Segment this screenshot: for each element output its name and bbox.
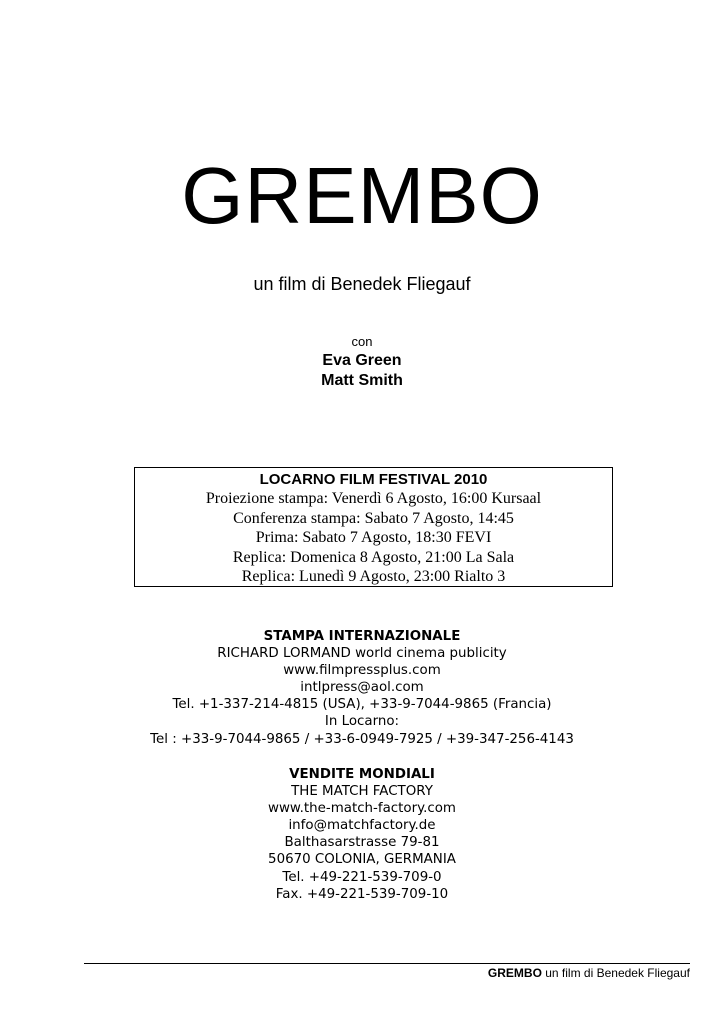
- cast-list: [0, 351, 724, 391]
- festival-line: Prima: Sabato 7 Agosto, 18:30 FEVI: [255, 529, 492, 547]
- sales-line: www.the-match-factory.com: [268, 801, 456, 817]
- festival-line: Replica: Lunedì 9 Agosto, 23:00 Rialto 3: [241, 568, 506, 586]
- sales-line: info@matchfactory.de: [288, 818, 436, 834]
- sales-contact-block: [0, 766, 724, 903]
- festival-line: Proiezione stampa: Venerdì 6 Agosto, 16:00 Kursaal: [205, 490, 542, 507]
- press-line: Tel. +1-337-214-4815 (USA), +33-9-7044-9865 (Francia): [172, 697, 552, 713]
- document-title: GREMBO: [181, 151, 543, 240]
- festival-schedule-box: [134, 467, 613, 587]
- festival-line: Conferenza stampa: Sabato 7 Agosto, 14:45: [233, 509, 514, 527]
- sales-line: THE MATCH FACTORY: [291, 784, 433, 800]
- sales-line: Fax. +49-221-539-709-10: [275, 886, 449, 902]
- press-heading: STAMPA INTERNAZIONALE: [263, 629, 461, 644]
- cast-label: con: [351, 334, 373, 349]
- press-line: intlpress@aol.com: [300, 680, 424, 696]
- footer-text: un film di Benedek Fliegauf: [541, 966, 690, 980]
- cast-actor: Matt Smith: [321, 372, 403, 389]
- cast-actor: Eva Green: [322, 352, 402, 369]
- sales-heading: VENDITE MONDIALI: [289, 767, 435, 782]
- footer-title: GREMBO: [487, 966, 542, 980]
- sales-line: Tel. +49-221-539-709-0: [282, 869, 442, 885]
- page-footer: [488, 966, 690, 980]
- press-line: RICHARD LORMAND world cinema publicity: [217, 646, 507, 662]
- press-line: www.filmpressplus.com: [283, 663, 441, 679]
- press-line: In Locarno:: [324, 714, 400, 730]
- sales-line: 50670 COLONIA, GERMANIA: [268, 852, 456, 868]
- festival-title: LOCARNO FILM FESTIVAL 2010: [259, 471, 488, 488]
- sales-line: Balthasarstrasse 79-81: [284, 835, 440, 851]
- press-contact-block: [0, 628, 724, 748]
- footer-divider: [84, 963, 690, 964]
- festival-line: Replica: Domenica 8 Agosto, 21:00 La Sala: [232, 548, 515, 566]
- director-credit: un film di Benedek Fliegauf: [253, 274, 471, 294]
- press-line: Tel : +33-9-7044-9865 / +33-6-0949-7925 / +39-347-256-4143: [150, 731, 574, 747]
